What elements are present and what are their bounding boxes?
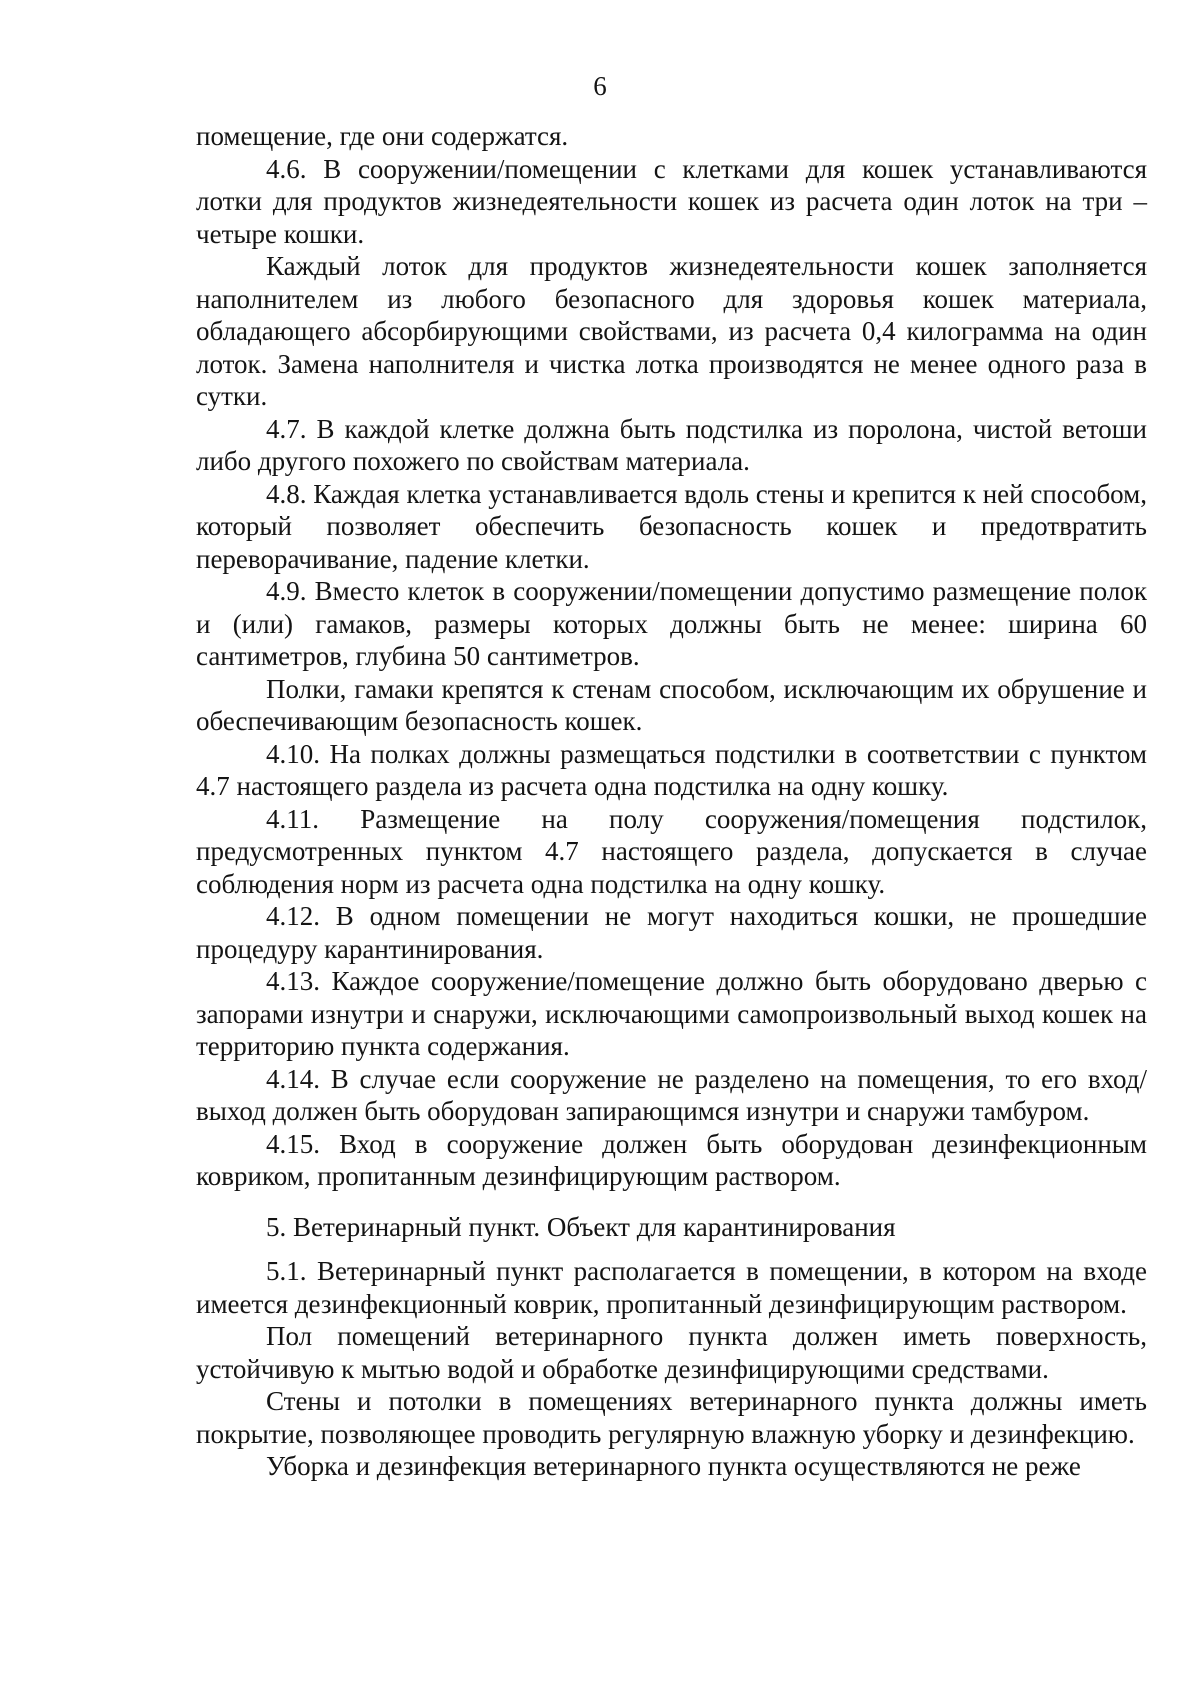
paragraph: 4.6. В сооружении/помещении с клетками для кошек устанавливаются лотки для продуктов жизнедеятельности кошек из расчета один лоток на три – четыре кошки. [196, 153, 1147, 249]
paragraph: 4.14. В случае если сооружение не разделено на помещения, то его вход/выход должен быть оборудован запирающимся изнутри и снаружи тамбуром. [196, 1063, 1147, 1126]
paragraph: Пол помещений ветеринарного пункта должен иметь поверхность, устойчивую к мытью водой и обработке дезинфицирующими средствами. [196, 1321, 1147, 1384]
paragraph: 4.8. Каждая клетка устанавливается вдоль стены и крепится к ней способом, который позволяет обеспечить безопасность кошек и предотвратить переворачивание, падение клетки. [196, 478, 1147, 574]
paragraph: 4.15. Вход в сооружение должен быть оборудован дезинфекционным ковриком, пропитанным дезинфицирующим раствором. [196, 1128, 1147, 1191]
paragraph: Стены и потолки в помещениях ветеринарного пункта должны иметь покрытие, позволяющее проводить регулярную влажную уборку и дезинфекцию. [196, 1386, 1147, 1449]
paragraph: 5.1. Ветеринарный пункт располагается в помещении, в котором на входе имеется дезинфекционный коврик, пропитанный дезинфицирующим раствором. [196, 1256, 1147, 1319]
page-number: 6 [593, 71, 607, 101]
paragraph: 4.7. В каждой клетке должна быть подстилка из поролона, чистой ветоши либо другого похожего по свойствам материала. [196, 413, 1147, 476]
paragraph: 4.13. Каждое сооружение/помещение должно быть оборудовано дверью с запорами изнутри и снаружи, исключающими самопроизвольный выход кошек на территорию пункта содержания. [196, 966, 1147, 1061]
paragraph: помещение, где они содержатся. [196, 121, 569, 151]
paragraph: Уборка и дезинфекция ветеринарного пункта осуществляются не реже [266, 1451, 1081, 1481]
paragraph: 4.10. На полках должны размещаться подстилки в соответствии с пунктом 4.7 настоящего раздела из расчета одна подстилка на одну кошку. [196, 738, 1147, 801]
document-body [196, 120, 1147, 1483]
paragraph: 4.11. Размещение на полу сооружения/помещения подстилок, предусмотренных пунктом 4.7 настоящего раздела, допускается в случае соблюдения норм из расчета одна подстилка на одну кошку. [196, 803, 1147, 899]
paragraph: 4.9. Вместо клеток в сооружении/помещении допустимо размещение полок и (или) гамаков, размеры которых должны быть не менее: ширина 60 сантиметров, глубина 50 сантиметров. [196, 576, 1147, 671]
paragraph: Каждый лоток для продуктов жизнедеятельности кошек заполняется наполнителем из любого безопасного для здоровья кошек материала, обладающего абсорбирующими свойствами, из расчета 0,4 килограмма на один лоток. Замена наполнителя и чистка лотка производятся не менее одного раза в сутки. [196, 251, 1147, 411]
paragraph: 4.12. В одном помещении не могут находиться кошки, не прошедшие процедуру карантинирования. [196, 901, 1147, 964]
paragraph: Полки, гамаки крепятся к стенам способом, исключающим их обрушение и обеспечивающим безопасность кошек. [196, 673, 1147, 736]
section-heading: 5. Ветеринарный пункт. Объект для карантинирования [266, 1211, 896, 1242]
